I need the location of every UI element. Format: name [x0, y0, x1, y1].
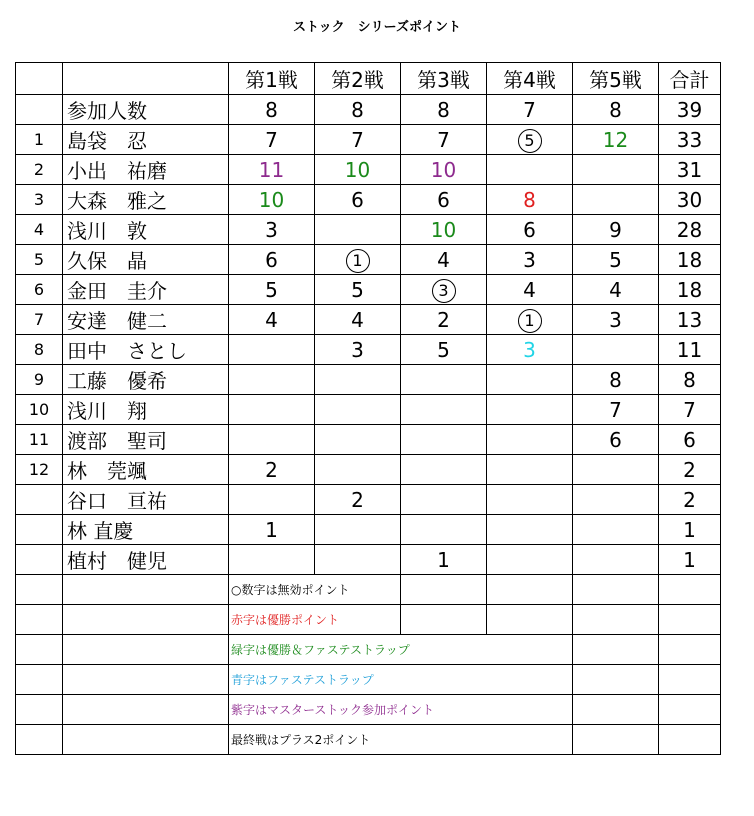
legend-note: ○数字は無効ポイント [229, 575, 401, 605]
legend-empty-cell [487, 605, 573, 635]
points-cell [573, 335, 659, 365]
points-cell [401, 395, 487, 425]
points-cell [229, 365, 315, 395]
total-cell: 6 [659, 425, 721, 455]
points-cell [487, 305, 573, 335]
total-cell: 1 [659, 515, 721, 545]
points-cell [401, 365, 487, 395]
points-cell [315, 455, 401, 485]
legend-empty-cell [659, 635, 721, 665]
legend-empty-cell [573, 665, 659, 695]
legend-empty-cell [573, 575, 659, 605]
table-row [16, 305, 721, 335]
rank-cell: 4 [16, 215, 63, 245]
driver-name: 林 莞颯 [63, 455, 229, 485]
total-cell: 2 [659, 455, 721, 485]
legend-empty-rank [16, 605, 63, 635]
table-row [16, 485, 721, 515]
points-cell: 6 [315, 185, 401, 215]
participants-value: 8 [401, 95, 487, 125]
legend-note: 緑字は優勝＆ファステストラップ [229, 635, 573, 665]
legend-empty-name [63, 665, 229, 695]
legend-empty-name [63, 575, 229, 605]
invalid-points-circle: 1 [346, 249, 370, 273]
participants-rank [16, 95, 63, 125]
points-cell [487, 155, 573, 185]
participants-value: 8 [229, 95, 315, 125]
driver-name: 安達 健二 [63, 305, 229, 335]
points-cell [573, 515, 659, 545]
legend-row [16, 695, 721, 725]
legend-empty-cell [573, 605, 659, 635]
points-cell: 3 [487, 335, 573, 365]
legend-empty-name [63, 695, 229, 725]
invalid-points-circle: 5 [518, 129, 542, 153]
legend-empty-rank [16, 725, 63, 755]
rank-cell: 12 [16, 455, 63, 485]
header-empty-name [63, 63, 229, 95]
legend-empty-cell [573, 695, 659, 725]
points-cell: 7 [229, 125, 315, 155]
points-cell: 3 [573, 305, 659, 335]
points-cell [401, 485, 487, 515]
table-row [16, 215, 721, 245]
points-cell: 4 [573, 275, 659, 305]
rank-cell: 3 [16, 185, 63, 215]
legend-note: 紫字はマスターストック参加ポイント [229, 695, 573, 725]
legend-empty-cell [659, 725, 721, 755]
points-cell [229, 545, 315, 575]
participants-value: 8 [315, 95, 401, 125]
legend-note: 青字はファステストラップ [229, 665, 573, 695]
table-row [16, 185, 721, 215]
table-row [16, 365, 721, 395]
points-cell: 6 [487, 215, 573, 245]
points-cell: 4 [229, 305, 315, 335]
total-cell: 2 [659, 485, 721, 515]
points-cell [487, 125, 573, 155]
header-cell: 第3戦 [401, 63, 487, 95]
rank-cell: 2 [16, 155, 63, 185]
legend-empty-rank [16, 695, 63, 725]
points-cell: 3 [487, 245, 573, 275]
points-cell: 6 [573, 425, 659, 455]
header-cell: 第4戦 [487, 63, 573, 95]
rank-cell: 9 [16, 365, 63, 395]
total-cell: 30 [659, 185, 721, 215]
points-cell: 3 [229, 215, 315, 245]
participants-label: 参加人数 [63, 95, 229, 125]
points-cell: 5 [229, 275, 315, 305]
total-cell: 1 [659, 545, 721, 575]
legend-empty-cell [401, 605, 487, 635]
points-cell [573, 155, 659, 185]
points-cell: 2 [229, 455, 315, 485]
driver-name: 谷口 亘祐 [63, 485, 229, 515]
rank-cell: 10 [16, 395, 63, 425]
points-cell [229, 335, 315, 365]
participants-value: 39 [659, 95, 721, 125]
points-cell [401, 275, 487, 305]
legend-empty-cell [573, 635, 659, 665]
rank-cell: 7 [16, 305, 63, 335]
points-cell: 8 [487, 185, 573, 215]
points-cell: 12 [573, 125, 659, 155]
points-cell: 2 [401, 305, 487, 335]
points-cell: 4 [401, 245, 487, 275]
total-cell: 33 [659, 125, 721, 155]
legend-empty-name [63, 635, 229, 665]
legend-row [16, 605, 721, 635]
points-cell [573, 455, 659, 485]
points-cell [487, 455, 573, 485]
legend-empty-cell [659, 575, 721, 605]
total-cell: 11 [659, 335, 721, 365]
legend-empty-rank [16, 665, 63, 695]
table-row [16, 125, 721, 155]
total-cell: 18 [659, 245, 721, 275]
legend-note: 最終戦はプラス2ポイント [229, 725, 573, 755]
rank-cell [16, 515, 63, 545]
points-cell [315, 365, 401, 395]
points-cell [229, 485, 315, 515]
points-cell [229, 395, 315, 425]
legend-row [16, 635, 721, 665]
participants-value: 7 [487, 95, 573, 125]
points-cell: 10 [229, 185, 315, 215]
rank-cell: 1 [16, 125, 63, 155]
legend-empty-cell [659, 665, 721, 695]
points-cell: 5 [573, 245, 659, 275]
points-cell [487, 515, 573, 545]
header-cell: 第1戦 [229, 63, 315, 95]
points-cell: 7 [573, 395, 659, 425]
rank-cell: 11 [16, 425, 63, 455]
driver-name: 工藤 優希 [63, 365, 229, 395]
points-cell [487, 395, 573, 425]
points-cell: 4 [487, 275, 573, 305]
driver-name: 林 直慶 [63, 515, 229, 545]
points-cell [487, 485, 573, 515]
points-cell: 6 [229, 245, 315, 275]
invalid-points-circle: 1 [518, 309, 542, 333]
points-cell [315, 245, 401, 275]
legend-empty-cell [659, 695, 721, 725]
total-cell: 8 [659, 365, 721, 395]
table-row [16, 275, 721, 305]
points-cell [229, 425, 315, 455]
legend-empty-cell [659, 605, 721, 635]
total-cell: 7 [659, 395, 721, 425]
driver-name: 小出 祐磨 [63, 155, 229, 185]
legend-row [16, 665, 721, 695]
header-cell: 合計 [659, 63, 721, 95]
points-cell: 1 [229, 515, 315, 545]
total-cell: 28 [659, 215, 721, 245]
driver-name: 田中 さとし [63, 335, 229, 365]
table-row [16, 425, 721, 455]
points-cell: 4 [315, 305, 401, 335]
driver-name: 大森 雅之 [63, 185, 229, 215]
points-cell [401, 455, 487, 485]
points-cell: 10 [401, 215, 487, 245]
points-cell [487, 545, 573, 575]
table-row [16, 335, 721, 365]
points-cell [573, 185, 659, 215]
points-cell [315, 395, 401, 425]
series-points-table [15, 62, 721, 755]
points-cell: 2 [315, 485, 401, 515]
rank-cell: 8 [16, 335, 63, 365]
driver-name: 浅川 翔 [63, 395, 229, 425]
points-cell [315, 515, 401, 545]
page-title: ストック シリーズポイント [293, 20, 461, 35]
points-cell: 5 [315, 275, 401, 305]
legend-empty-cell [487, 575, 573, 605]
header-row [16, 63, 721, 95]
participants-row [16, 95, 721, 125]
table-row [16, 455, 721, 485]
legend-empty-rank [16, 575, 63, 605]
rank-cell: 6 [16, 275, 63, 305]
driver-name: 金田 圭介 [63, 275, 229, 305]
table-row [16, 545, 721, 575]
legend-empty-cell [573, 725, 659, 755]
invalid-points-circle: 3 [432, 279, 456, 303]
points-cell: 9 [573, 215, 659, 245]
points-cell: 3 [315, 335, 401, 365]
header-cell: 第5戦 [573, 63, 659, 95]
legend-empty-rank [16, 635, 63, 665]
header-empty-rank [16, 63, 63, 95]
points-cell [401, 515, 487, 545]
points-cell [401, 425, 487, 455]
points-cell [573, 485, 659, 515]
points-cell: 10 [315, 155, 401, 185]
points-cell [487, 365, 573, 395]
participants-value: 8 [573, 95, 659, 125]
legend-empty-name [63, 725, 229, 755]
driver-name: 島袋 忍 [63, 125, 229, 155]
table-row [16, 155, 721, 185]
table-row [16, 395, 721, 425]
points-cell: 10 [401, 155, 487, 185]
points-cell: 11 [229, 155, 315, 185]
points-cell: 1 [401, 545, 487, 575]
points-cell: 7 [315, 125, 401, 155]
legend-row [16, 575, 721, 605]
total-cell: 31 [659, 155, 721, 185]
points-cell [315, 425, 401, 455]
points-cell [315, 545, 401, 575]
driver-name: 植村 健児 [63, 545, 229, 575]
points-cell [573, 545, 659, 575]
rank-cell [16, 545, 63, 575]
driver-name: 久保 晶 [63, 245, 229, 275]
driver-name: 浅川 敦 [63, 215, 229, 245]
points-cell: 6 [401, 185, 487, 215]
legend-empty-cell [401, 575, 487, 605]
legend-empty-name [63, 605, 229, 635]
points-cell [487, 425, 573, 455]
total-cell: 13 [659, 305, 721, 335]
points-cell: 8 [573, 365, 659, 395]
legend-note: 赤字は優勝ポイント [229, 605, 401, 635]
table-row [16, 515, 721, 545]
points-cell [315, 215, 401, 245]
points-cell: 5 [401, 335, 487, 365]
rank-cell [16, 485, 63, 515]
table-row [16, 245, 721, 275]
total-cell: 18 [659, 275, 721, 305]
header-cell: 第2戦 [315, 63, 401, 95]
driver-name: 渡部 聖司 [63, 425, 229, 455]
rank-cell: 5 [16, 245, 63, 275]
points-cell: 7 [401, 125, 487, 155]
legend-row [16, 725, 721, 755]
